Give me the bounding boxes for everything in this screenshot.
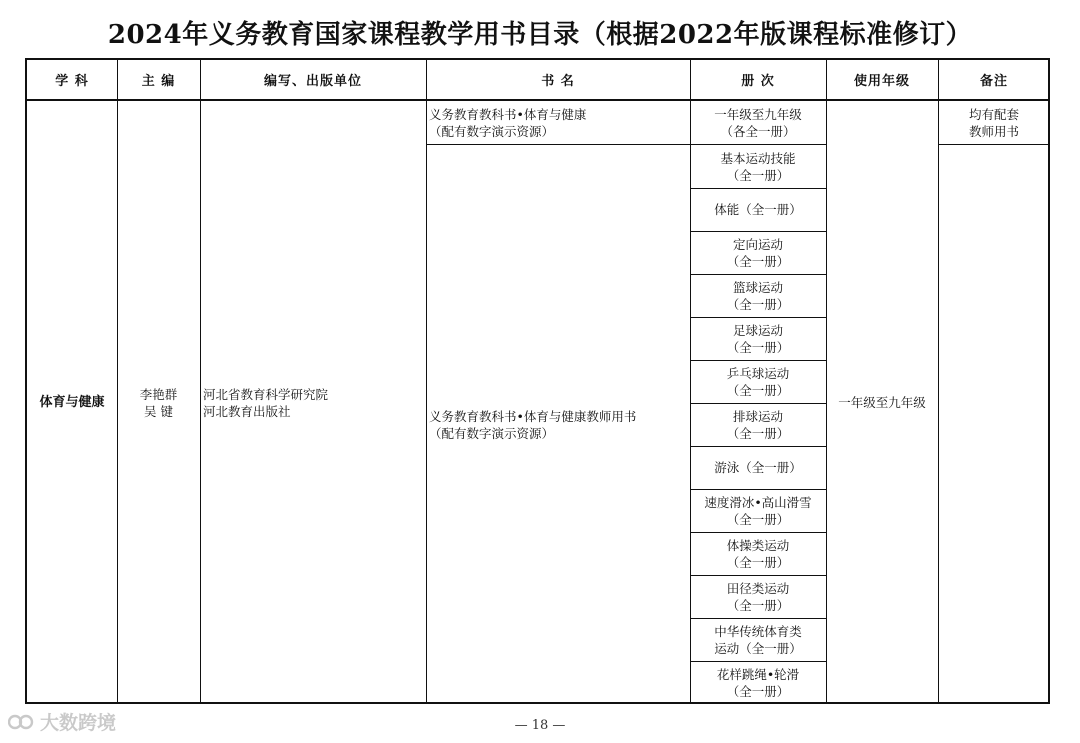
remark-cell: 均有配套 教师用书 [968, 106, 1019, 139]
volume-cell: 排球运动 （全一册） [726, 408, 790, 441]
volume-cell: 基本运动技能 （全一册） [720, 150, 796, 183]
volume-cell: 足球运动 （全一册） [726, 322, 790, 355]
document-title: 2024年义务教育国家课程教学用书目录（根据2022年版课程标准修订） [107, 20, 973, 50]
volume-cell: 中华传统体育类 运动（全一册） [714, 623, 802, 656]
volume-cell: 速度滑冰•高山滑雪 （全一册） [704, 494, 812, 527]
header-volume: 册 次 [690, 60, 826, 101]
grade-cell: 一年级至九年级 [838, 395, 926, 410]
volume-cell: 乒乓球运动 （全一册） [726, 365, 790, 398]
volume-cell: 花样跳绳•轮滑 （全一册） [716, 666, 800, 699]
header-subject: 学 科 [27, 60, 117, 101]
volume-cell: 田径类运动 （全一册） [726, 580, 790, 613]
watermark-text: 大数跨境 [40, 712, 117, 734]
catalog-table [25, 58, 1050, 704]
col-divider [938, 60, 939, 702]
header-publisher: 编写、出版单位 [200, 60, 426, 101]
volume-cell: 游泳（全一册） [714, 460, 802, 475]
editor-cell: 李艳群 吴 键 [139, 386, 178, 419]
header-grade: 使用年级 [826, 60, 938, 101]
volume-cell: 定向运动 （全一册） [726, 236, 790, 269]
volume-cell: 一年级至九年级 （各全一册） [714, 106, 802, 139]
subject-cell: 体育与健康 [39, 395, 105, 410]
volume-cell: 体操类运动 （全一册） [726, 537, 790, 570]
book-title-cell: 义务教育教科书•体育与健康教师用书 （配有数字演示资源） [429, 408, 637, 441]
header-editor: 主 编 [117, 60, 200, 101]
volume-cell: 体能（全一册） [714, 202, 802, 217]
volume-cell: 篮球运动 （全一册） [726, 279, 790, 312]
header-book: 书 名 [426, 60, 690, 101]
row-divider [938, 144, 1050, 145]
header-remark: 备注 [938, 60, 1050, 101]
book-title-cell: 义务教育教科书•体育与健康 （配有数字演示资源） [429, 106, 587, 139]
publisher-cell: 河北省教育科学研究院 河北教育出版社 [203, 386, 329, 419]
page-number: — 18 — [514, 718, 566, 733]
